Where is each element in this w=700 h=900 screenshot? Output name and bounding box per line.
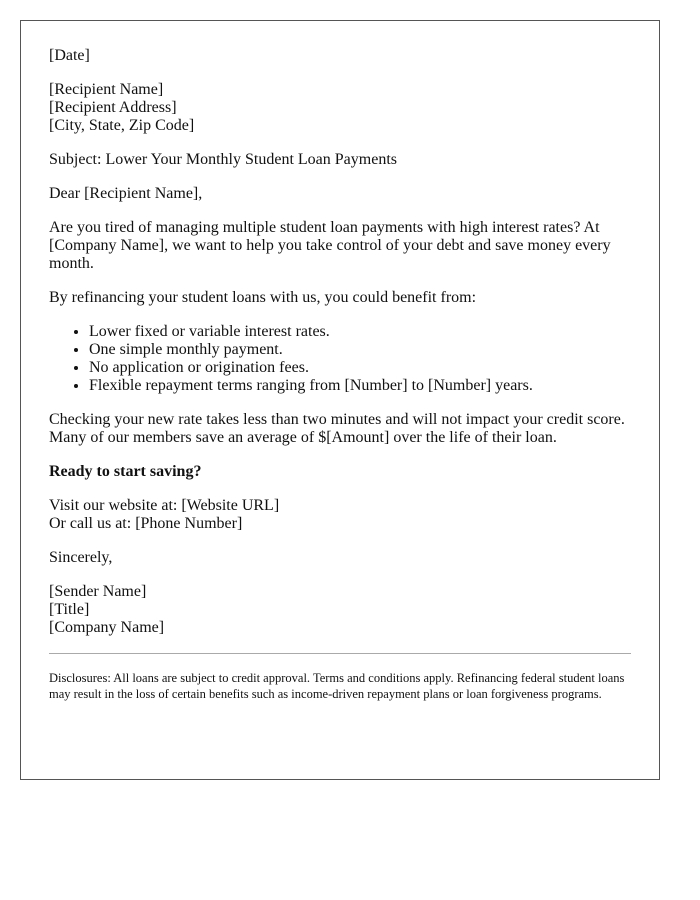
benefits-intro: By refinancing your student loans with us, you could benefit from: <box>49 289 477 306</box>
sender-title: [Title] <box>49 601 90 618</box>
rate-check-paragraph: Checking your new rate takes less than two minutes and will not impact your credit score. Many of our members save an average of $[Amount] over the life of their loan. <box>49 411 625 446</box>
website-line: Visit our website at: [Website URL] <box>49 497 280 514</box>
sender-name: [Sender Name] <box>49 583 147 600</box>
divider <box>49 653 631 654</box>
intro-paragraph: Are you tired of managing multiple student loan payments with high interest rates? At [Company Name], we want to help you take control of your debt and save money every month. <box>49 219 611 272</box>
salutation: Dear [Recipient Name], <box>49 185 203 202</box>
list-item: • No application or origination fees. <box>89 359 631 377</box>
recipient-name: [Recipient Name] <box>49 81 164 98</box>
disclosure-text: Disclosures: All loans are subject to credit approval. Terms and conditions apply. Refinancing federal student loans may result in the loss of certain benefits such as income-driven repayment plans or loan forgiveness programs. <box>49 671 625 701</box>
closing: Sincerely, <box>49 549 113 566</box>
subject-line: Subject: Lower Your Monthly Student Loan Payments <box>49 151 397 168</box>
date: [Date] <box>49 47 90 64</box>
sender-company: [Company Name] <box>49 619 165 636</box>
recipient-address: [Recipient Address] <box>49 99 177 116</box>
list-item: • One simple monthly payment. <box>89 341 631 359</box>
sender-block <box>49 583 631 637</box>
recipient-block <box>49 81 631 135</box>
list-item: • Lower fixed or variable interest rates. <box>89 323 631 341</box>
contact-block <box>49 497 631 533</box>
benefits-list <box>49 323 631 395</box>
cta-heading: Ready to start saving? <box>49 463 202 480</box>
recipient-city-state-zip: [City, State, Zip Code] <box>49 117 195 134</box>
letter <box>20 20 660 780</box>
list-item: • Flexible repayment terms ranging from [Number] to [Number] years. <box>89 377 631 395</box>
phone-line: Or call us at: [Phone Number] <box>49 515 243 532</box>
